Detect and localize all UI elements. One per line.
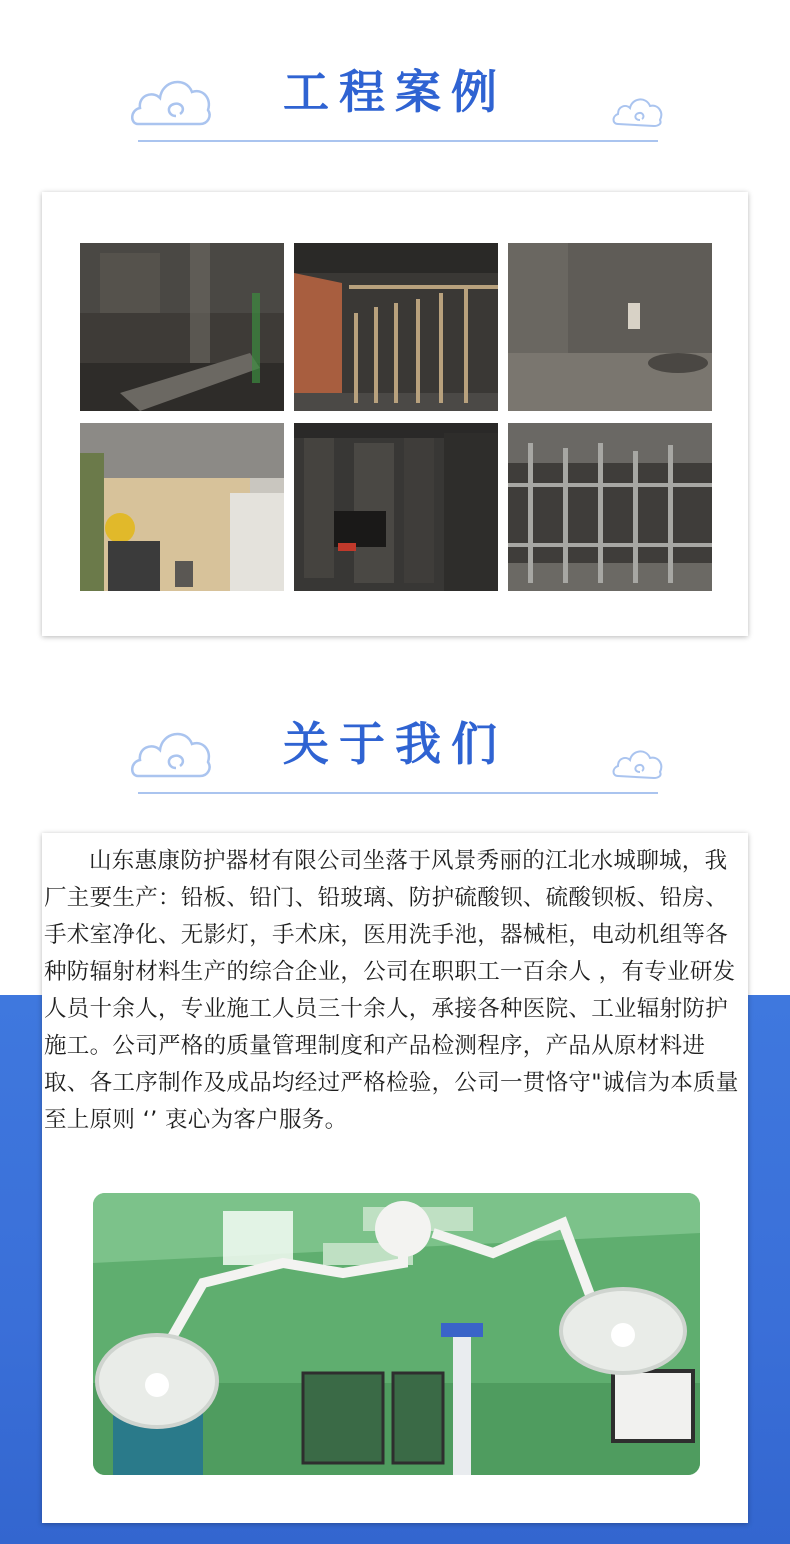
case-photo-1 — [80, 243, 284, 411]
case-photo-2 — [294, 243, 498, 411]
about-header — [0, 696, 790, 806]
cloud-right-icon — [612, 90, 664, 128]
case-photo-3 — [508, 243, 712, 411]
cases-title-rule — [138, 140, 658, 142]
cases-header — [0, 44, 790, 154]
case-photo-6 — [508, 423, 712, 591]
operating-room-photo — [93, 1193, 700, 1475]
about-card — [42, 833, 748, 1523]
case-photo-4 — [80, 423, 284, 591]
about-title-rule — [138, 792, 658, 794]
cases-card — [42, 192, 748, 636]
about-paragraph: 山东惠康防护器材有限公司坐落于风景秀丽的江北水城聊城，我厂主要生产：铅板、铅门、铅玻璃、防护硫酸钡、硫酸钡板、铅房、手术室净化、无影灯，手术床，医用洗手池，器械柜，电动机组等各种防辐射材料生产的综合企业，公司在职职工一百余人 ，有专业研发人员十余人，专业施工人员三十余人，承接各种医院、工业辐射防护施工。公司严格的质量管理制度和产品检测程序，产品从原材料进取、各工序制作及成品均经过严格检验，公司一贯恪守"诚信为本质量至上原则 ‘’ 衷心为客户服务。 — [44, 848, 739, 1133]
case-photo-5 — [294, 423, 498, 591]
cases-title: 工程案例 — [283, 65, 507, 119]
cloud-right-icon — [612, 742, 664, 780]
about-title: 关于我们 — [283, 717, 507, 771]
